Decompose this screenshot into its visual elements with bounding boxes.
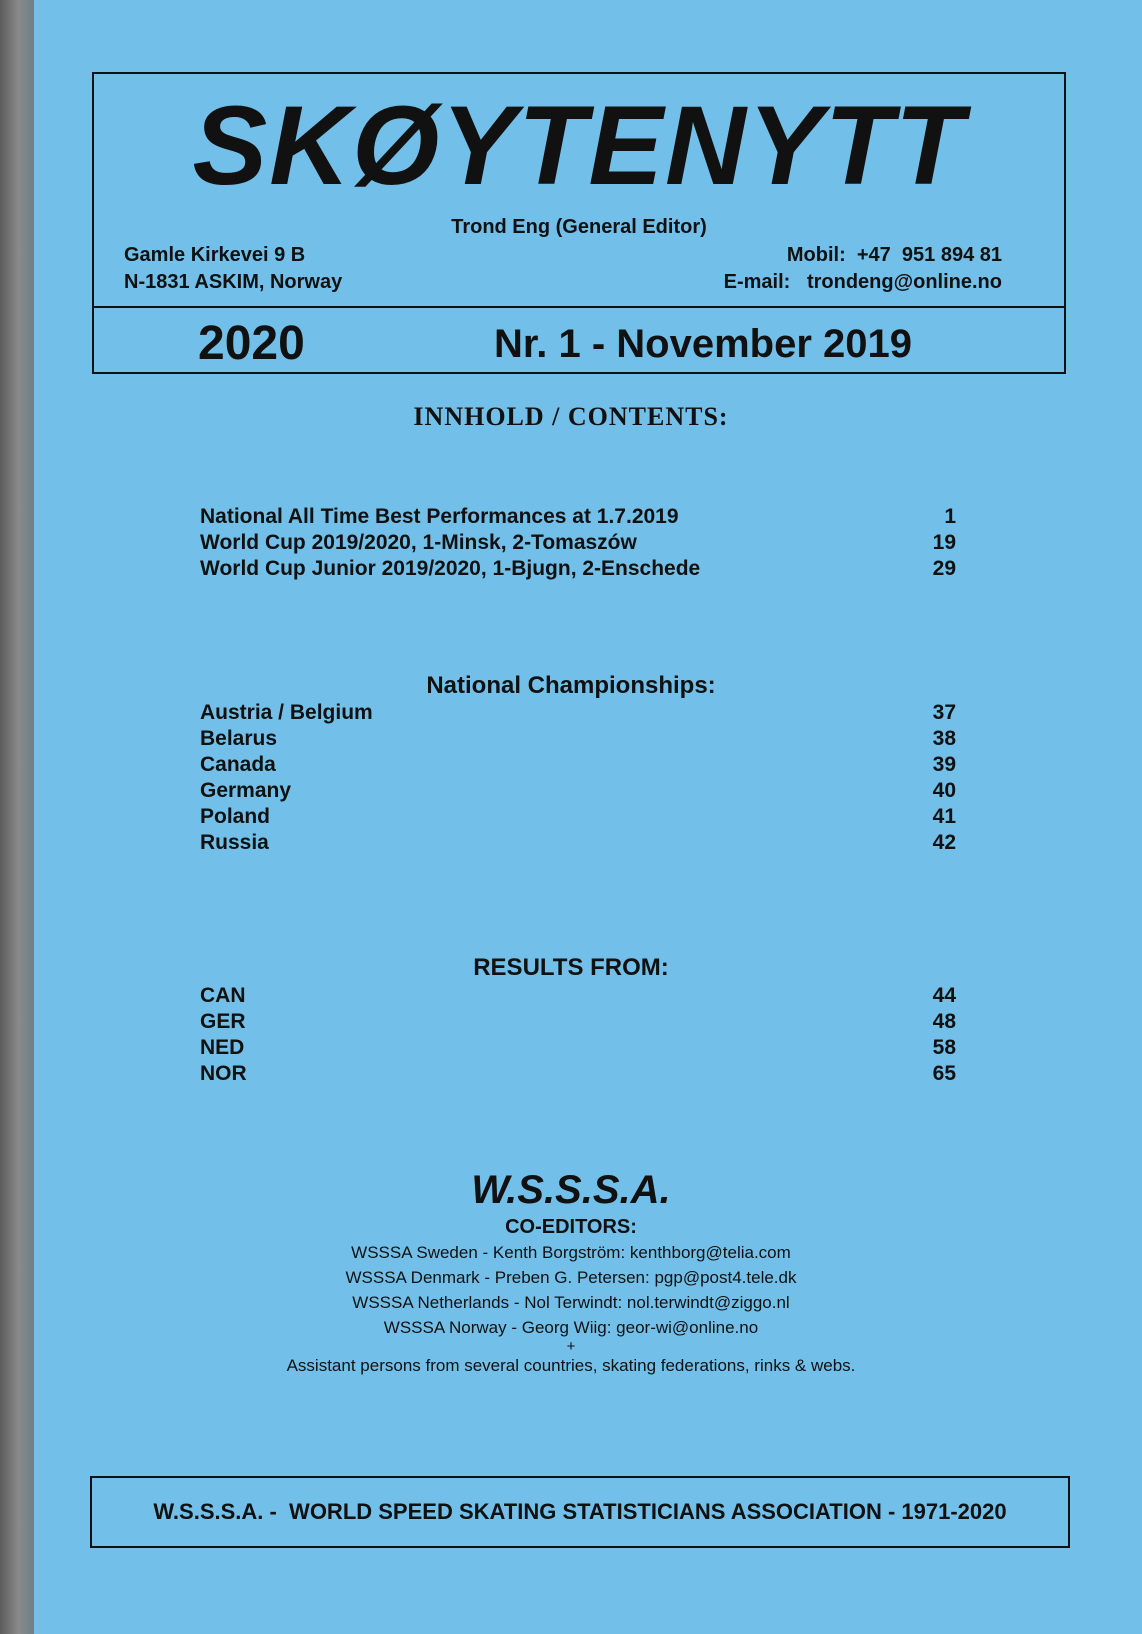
general-editor: Trond Eng (General Editor) bbox=[451, 216, 707, 238]
entry-page: 48 bbox=[932, 1010, 956, 1033]
entry-title: Germany bbox=[200, 779, 292, 802]
entry-title: GER bbox=[200, 1010, 246, 1033]
entry-page: 58 bbox=[932, 1036, 956, 1059]
national-championships-heading: National Championships: bbox=[426, 672, 716, 699]
contents-heading: INNHOLD / CONTENTS: bbox=[413, 402, 729, 431]
entry-page: 19 bbox=[932, 531, 956, 554]
list-item bbox=[200, 1061, 956, 1087]
list-item bbox=[200, 530, 956, 556]
address-line-1: Gamle Kirkevei 9 B bbox=[124, 244, 306, 266]
list-item bbox=[200, 830, 956, 856]
list-item bbox=[200, 983, 956, 1009]
results-list bbox=[200, 983, 956, 1087]
entry-title: NOR bbox=[200, 1062, 247, 1085]
entry-page: 42 bbox=[932, 831, 956, 854]
entry-title: World Cup 2019/2020, 1-Minsk, 2-Tomaszów bbox=[200, 531, 637, 554]
footer-text: W.S.S.S.A. - WORLD SPEED SKATING STATISTICIANS ASSOCIATION - 1971-2020 bbox=[153, 1499, 1007, 1524]
list-item bbox=[200, 804, 956, 830]
entry-title: Poland bbox=[200, 805, 271, 828]
entry-title: National All Time Best Performances at 1.7.2019 bbox=[200, 505, 679, 528]
entry-title: Canada bbox=[200, 753, 276, 776]
entry-title: World Cup Junior 2019/2020, 1-Bjugn, 2-Enschede bbox=[200, 557, 701, 580]
email-address: E-mail: trondeng@online.no bbox=[723, 271, 1002, 293]
organization-name: W.S.S.S.A. bbox=[471, 1168, 671, 1212]
list-item bbox=[200, 1009, 956, 1035]
results-heading: RESULTS FROM: bbox=[473, 954, 669, 981]
organization-block bbox=[0, 1168, 1142, 1378]
entry-title: Belarus bbox=[200, 727, 278, 750]
list-item bbox=[200, 700, 956, 726]
entry-page: 40 bbox=[932, 779, 956, 802]
list-item bbox=[200, 556, 956, 582]
volume-year: 2020 bbox=[198, 317, 305, 370]
entry-title: Russia bbox=[200, 831, 269, 854]
list-item bbox=[200, 504, 956, 530]
coeditor-line: WSSSA Norway - Georg Wiig: geor-wi@online.no bbox=[383, 1318, 759, 1337]
entry-page: 37 bbox=[932, 701, 956, 724]
editor-address bbox=[124, 242, 342, 296]
entry-page: 38 bbox=[932, 727, 956, 750]
masthead-box bbox=[92, 72, 1066, 374]
assistants-note: Assistant persons from several countries, skating federations, rinks & webs. bbox=[286, 1356, 856, 1375]
masthead-divider bbox=[94, 306, 1064, 308]
entry-page: 65 bbox=[932, 1062, 956, 1085]
footer-box bbox=[90, 1476, 1070, 1548]
national-championships-list bbox=[200, 700, 956, 856]
entry-title: Austria / Belgium bbox=[200, 701, 373, 724]
entry-page: 41 bbox=[932, 805, 956, 828]
entry-page: 1 bbox=[944, 505, 956, 528]
list-item bbox=[200, 1035, 956, 1061]
mobile-number: Mobil: +47 951 894 81 bbox=[786, 244, 1002, 266]
list-item bbox=[200, 778, 956, 804]
coeditor-line: WSSSA Sweden - Kenth Borgström: kenthborg@telia.com bbox=[351, 1243, 791, 1262]
coeditors-heading: CO-EDITORS: bbox=[505, 1216, 637, 1238]
entry-title: CAN bbox=[200, 984, 246, 1007]
entry-page: 39 bbox=[932, 753, 956, 776]
main-contents-list bbox=[200, 504, 956, 582]
editor-contact bbox=[724, 242, 1002, 296]
magazine-title: SKØYTENYTT bbox=[192, 83, 966, 208]
binding-spine bbox=[0, 0, 34, 1634]
list-item bbox=[200, 752, 956, 778]
issue-label: Nr. 1 - November 2019 bbox=[494, 322, 912, 366]
coeditor-line: WSSSA Netherlands - Nol Terwindt: nol.terwindt@ziggo.nl bbox=[352, 1293, 790, 1312]
entry-page: 44 bbox=[932, 984, 956, 1007]
coeditor-line: WSSSA Denmark - Preben G. Petersen: pgp@post4.tele.dk bbox=[345, 1268, 797, 1287]
entry-title: NED bbox=[200, 1036, 245, 1059]
address-line-2: N-1831 ASKIM, Norway bbox=[124, 271, 343, 293]
entry-page: 29 bbox=[932, 557, 956, 580]
plus-sign: + bbox=[566, 1338, 576, 1355]
list-item bbox=[200, 726, 956, 752]
